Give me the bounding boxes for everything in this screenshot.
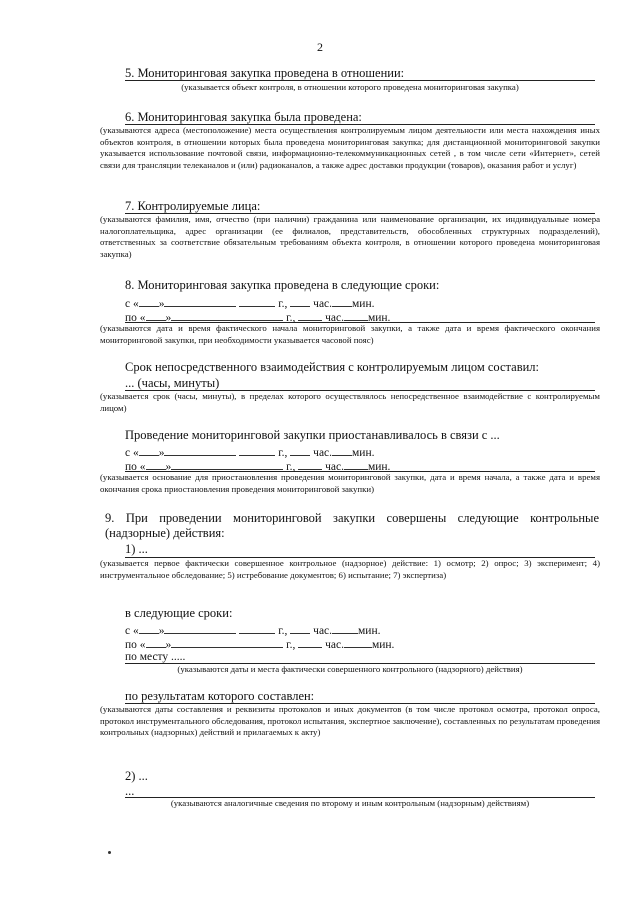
year-blank (239, 622, 275, 634)
interaction-note: (указывается срок (часы, минуты), в пределах которого осуществлялось непосредственное взаимодействие с контролируемым лицом) (100, 391, 600, 413)
year-label: г., (278, 447, 288, 459)
section-6-note: (указываются адреса (местоположение) места осуществления контролируемым лицом деятельности или места нахождения иных объектов контроля, в отношении которых была проведена мониторинговая закупка; для дистанционной мониторинговой закупки указывается использование почтовой связи, информационно-телекоммуникационных сетей , в том числе сети «Интернет», сетей связи для трансляции телеканалов и (или) радиоканалов, а также адрес доставки продукции (товаров), оказания работ и услуг) (100, 125, 600, 170)
year-blank (239, 444, 275, 456)
day-blank (146, 309, 166, 321)
section-9-heading-line2: (надзорные) действия: (105, 526, 225, 540)
year-blank (239, 295, 275, 307)
minute-label: мин. (367, 461, 391, 473)
interaction-value: ... (часы, минуты) (125, 376, 220, 390)
section-8-note: (указываются дата и время фактического начала мониторинговой закупки, а также дата и время фактического окончания мониторинговой закупки, при необходимости указывается часовой пояс) (100, 323, 600, 345)
quote-close: » (165, 461, 172, 473)
hour-label: час. (325, 312, 344, 324)
day-blank (139, 295, 159, 307)
terms-note: (указываются даты и места фактически совершенного контрольного (надзорного) действия) (177, 664, 523, 674)
quote-close: » (165, 639, 172, 651)
hour-label: час. (325, 461, 344, 473)
section-5-heading: 5. Мониторинговая закупка проведена в отношении: (125, 66, 405, 80)
minute-label: мин. (371, 639, 395, 651)
minute-blank (332, 295, 352, 307)
to-prefix: по « (125, 312, 146, 324)
hour-blank (298, 309, 322, 321)
section-7-note: (указываются фамилия, имя, отчество (при наличии) гражданина или наименование организации, их индивидуальные номера налогоплательщика, адрес организации (ее филиалов, представительств, обособленных структурных подразделений), ответственных за соответствие обязательным требованиям объекта контроля, в отношении которого проведена мониторинговая закупка) (100, 214, 600, 259)
month-blank (171, 309, 283, 321)
quote-close: » (158, 625, 165, 637)
hour-blank (290, 444, 310, 456)
hour-blank (290, 622, 310, 634)
section-8-heading: 8. Мониторинговая закупка проведена в следующие сроки: (125, 278, 440, 292)
minute-blank (344, 636, 372, 648)
item-2-ellipsis: ... (125, 784, 135, 798)
minute-blank (332, 444, 352, 456)
minute-blank (332, 622, 358, 634)
from-prefix: с « (125, 625, 139, 637)
final-note: (указываются аналогичные сведения по второму и иным контрольным (надзорным) действиям) (170, 798, 530, 808)
minute-label: мин. (358, 625, 381, 637)
year-label: г., (286, 461, 296, 473)
minute-label: мин. (352, 447, 375, 459)
hour-blank (298, 636, 322, 648)
section-5-rule (125, 80, 595, 81)
month-blank (164, 622, 236, 634)
to-prefix: по « (125, 639, 146, 651)
page-number: 2 (317, 40, 323, 54)
quote-close: » (158, 298, 165, 310)
suspension-heading: Проведение мониторинговой закупки приостанавливалось в связи с ... (125, 428, 500, 442)
year-label: г., (278, 298, 288, 310)
year-label: г., (286, 312, 296, 324)
day-blank (146, 458, 166, 470)
section-9-item-2: 2) ... (125, 769, 148, 783)
month-blank (171, 636, 283, 648)
terms-heading: в следующие сроки: (125, 606, 233, 620)
from-prefix: с « (125, 298, 139, 310)
month-blank (171, 458, 283, 470)
section-9-item-1: 1) ... (125, 542, 148, 556)
hour-label: час. (313, 447, 333, 459)
hour-blank (290, 295, 310, 307)
scan-speck (108, 851, 111, 854)
month-blank (164, 444, 236, 456)
day-blank (139, 622, 159, 634)
quote-close: » (158, 447, 165, 459)
year-label: г., (286, 639, 296, 651)
hour-label: час. (313, 625, 333, 637)
section-5-note: (указывается объект контроля, в отношении которого проведена мониторинговая закупка) (181, 82, 519, 92)
minute-blank (344, 458, 368, 470)
minute-label: мин. (352, 298, 375, 310)
interaction-heading: Срок непосредственного взаимодействия с контролируемым лицом составил: (125, 360, 540, 374)
place-line: по месту ..... (125, 651, 186, 663)
hour-label: час. (325, 639, 344, 651)
minute-blank (344, 309, 368, 321)
day-blank (139, 444, 159, 456)
hour-label: час. (313, 298, 333, 310)
section-9-heading-line1: 9. При проведении мониторинговой закупки совершены следующие контрольные (105, 511, 599, 525)
minute-label: мин. (367, 312, 391, 324)
from-prefix: с « (125, 447, 139, 459)
results-note: (указываются даты составления и реквизиты протоколов и иных документов (в том числе протокол осмотра, протокол опроса, протокол инструментального обследования, протокол испытания, экспертное заключение), составленных по результатам проведения контрольных (надзорных) действий и прилагаемых к акту) (100, 704, 600, 737)
year-label: г., (278, 625, 288, 637)
results-heading: по результатам которого составлен: (125, 689, 315, 703)
section-6-heading: 6. Мониторинговая закупка была проведена: (125, 110, 362, 124)
section-9-note: (указывается первое фактически совершенное контрольное (надзорное) действие: 1) осмотр; 2) опрос; 3) эксперимент; 4) инструментальное обследование; 5) истребование документов; 6) испытание; 7) экспертиза) (100, 558, 600, 580)
month-blank (164, 295, 236, 307)
hour-blank (298, 458, 322, 470)
day-blank (146, 636, 166, 648)
section-7-heading: 7. Контролируемые лица: (125, 199, 261, 213)
quote-close: » (165, 312, 172, 324)
suspension-note: (указывается основание для приостановления проведения мониторинговой закупки, дата и время начала, а также дата и время окончания срока приостановления проведения мониторинговой закупки) (100, 472, 600, 494)
to-prefix: по « (125, 461, 146, 473)
